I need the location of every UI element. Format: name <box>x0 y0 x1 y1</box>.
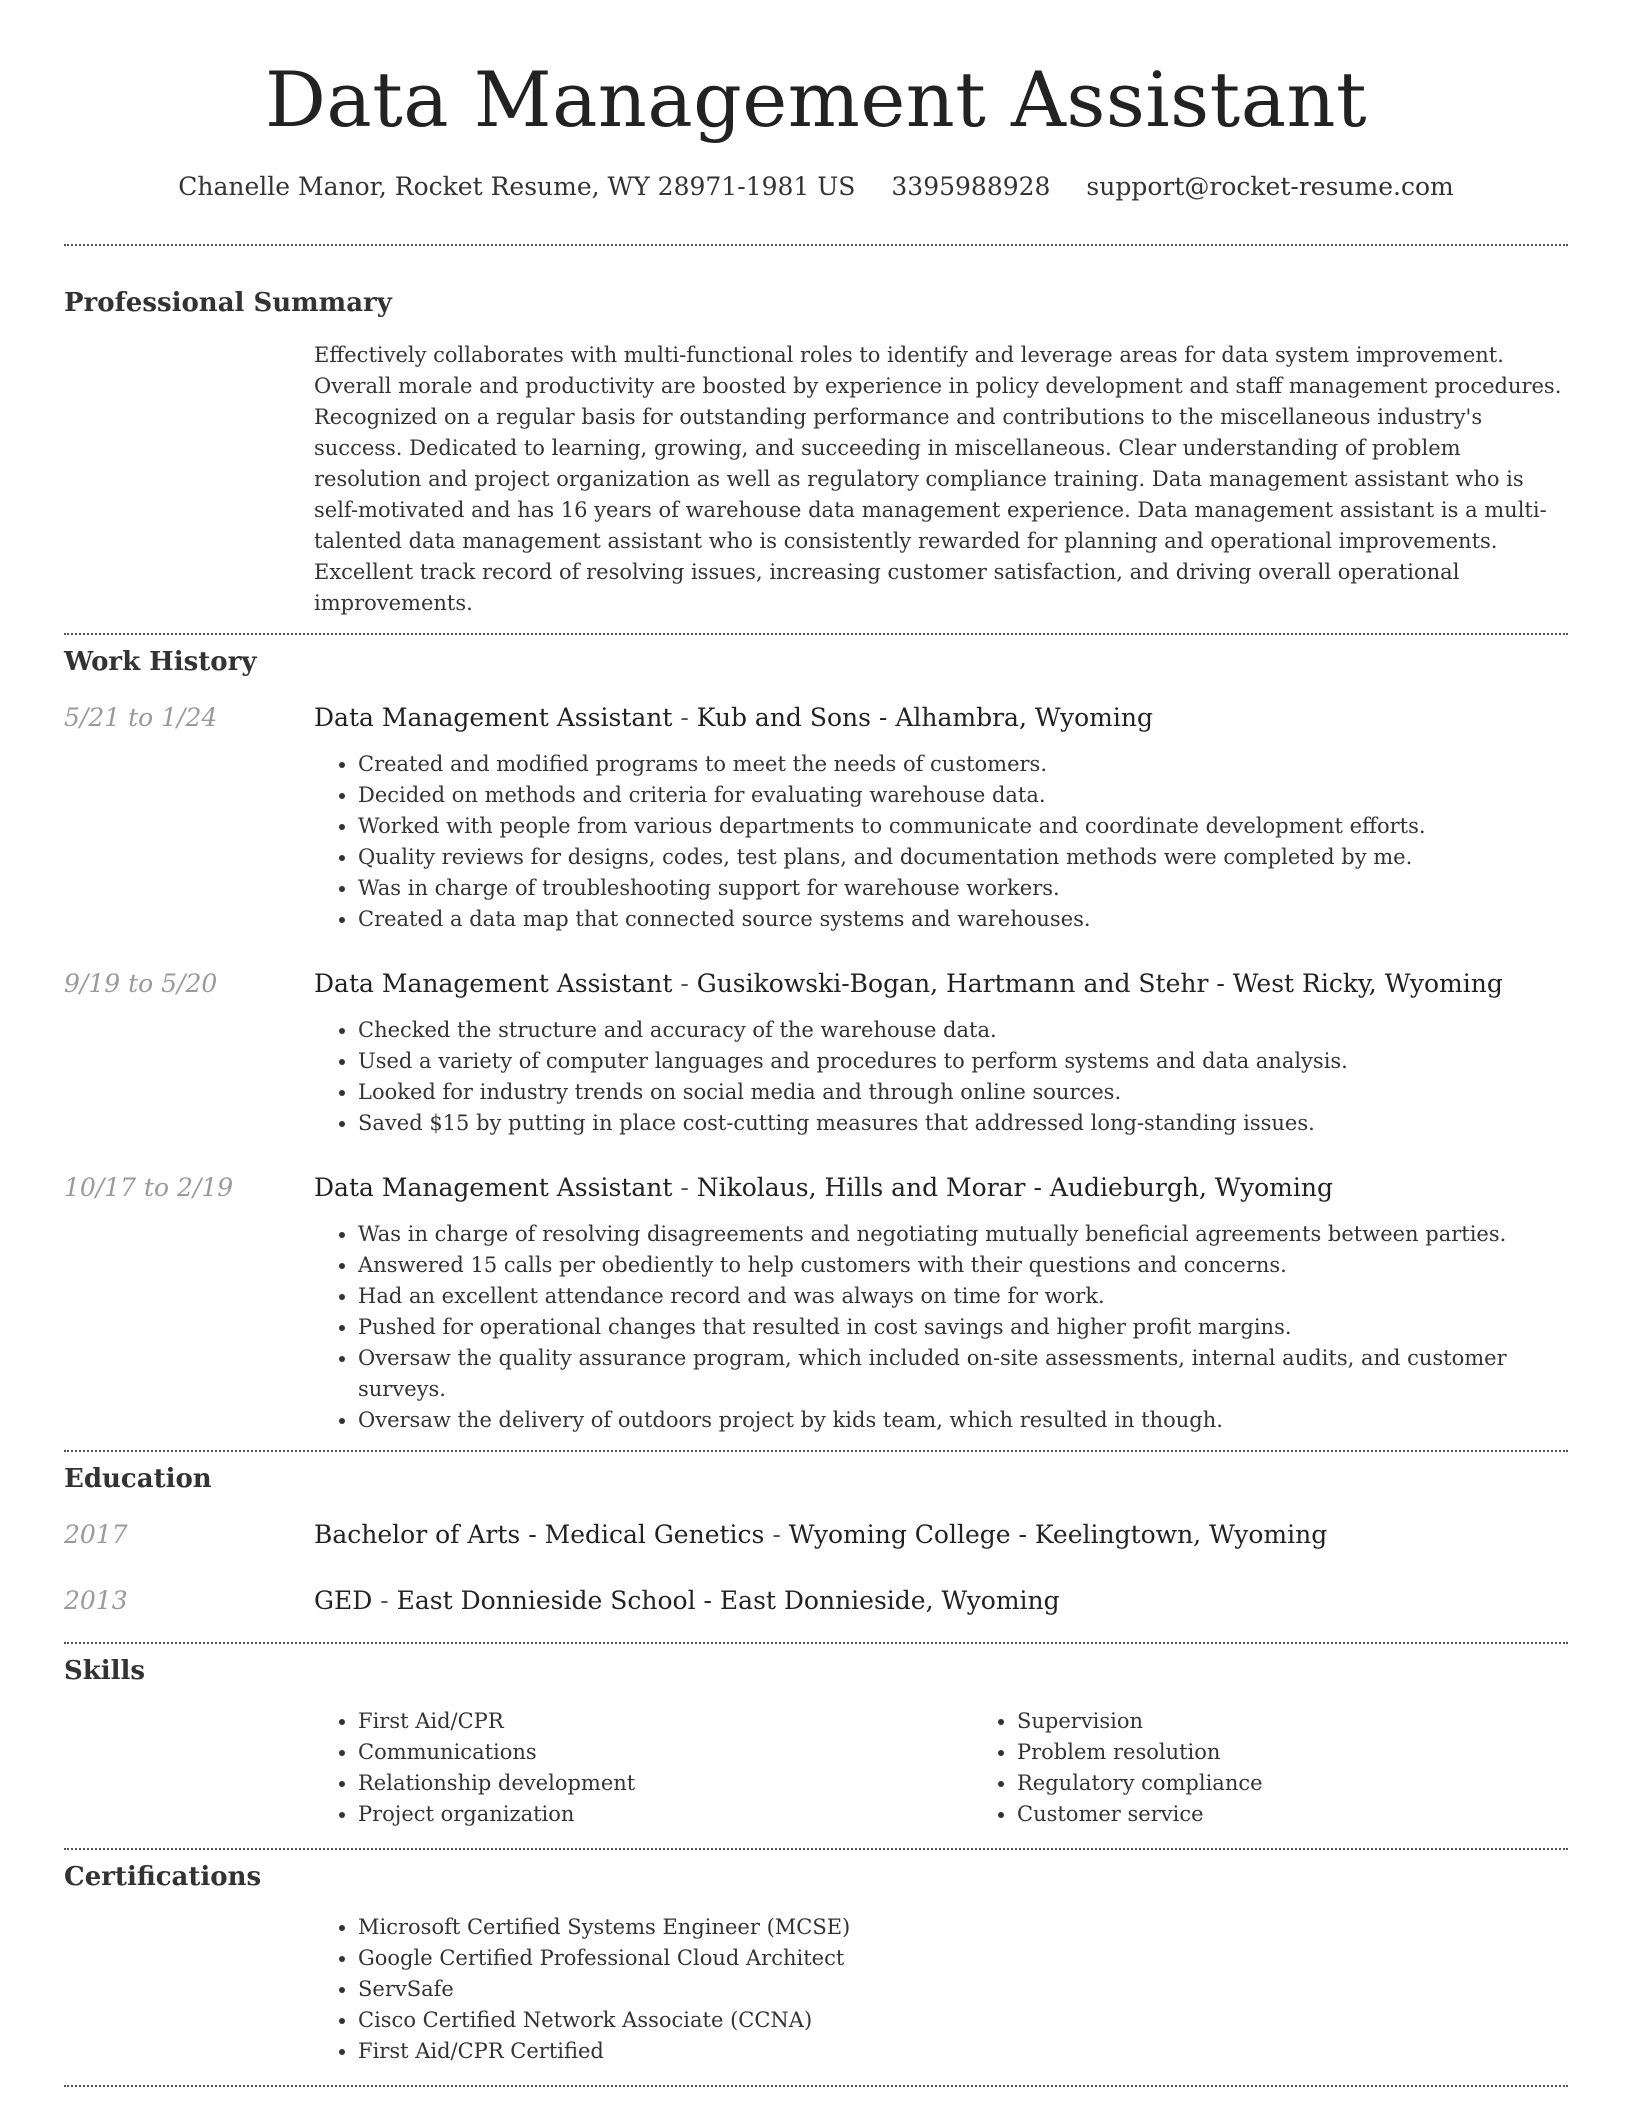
list-item: • Relationship development <box>358 1768 973 1799</box>
job-details: Gusikowski-Bogan, Hartmann and Stehr - West Ricky, Wyoming <box>696 969 1503 998</box>
list-item: • First Aid/CPR Certified <box>358 2036 1568 2067</box>
list-item: • Oversaw the quality assurance program, which included on-site assessments, internal audits, and customer surveys. <box>358 1343 1568 1405</box>
list-item: • Customer service <box>1017 1799 1632 1830</box>
list-item: • Was in charge of resolving disagreements and negotiating mutually beneficial agreements between parties. <box>358 1219 1568 1250</box>
contact-address: Chanelle Manor, Rocket Resume, WY 28971-1981 US <box>178 172 856 201</box>
contact-phone: 3395988928 <box>891 172 1051 201</box>
skills-column-left <box>314 1706 973 1830</box>
list-item: • Had an excellent attendance record and was always on time for work. <box>358 1281 1568 1312</box>
education-heading: Education <box>64 1464 212 1494</box>
list-item: • Supervision <box>1017 1706 1632 1737</box>
education-degree: GED <box>314 1586 373 1615</box>
list-item: • Problem resolution <box>1017 1737 1632 1768</box>
contact-email: support@rocket-resume.com <box>1086 172 1454 201</box>
education-separator: - <box>372 1586 397 1615</box>
section-divider <box>64 1450 1568 1452</box>
certifications-heading: Certifications <box>64 1862 262 1892</box>
education-year: 2017 <box>64 1520 128 1549</box>
skills-heading: Skills <box>64 1656 146 1686</box>
job-separator: - <box>672 703 697 732</box>
list-item: • Pushed for operational changes that resulted in cost savings and higher profit margins. <box>358 1312 1568 1343</box>
list-item: • Used a variety of computer languages and procedures to perform systems and data analysis. <box>358 1046 1568 1077</box>
job-title <box>314 701 1153 735</box>
list-item: • Decided on methods and criteria for evaluating warehouse data. <box>358 780 1568 811</box>
education-degree: Bachelor of Arts - Medical Genetics <box>314 1520 765 1549</box>
skills-column-right <box>973 1706 1632 1830</box>
section-divider <box>64 633 1568 635</box>
list-item: • Cisco Certified Network Associate (CCNA) <box>358 2005 1568 2036</box>
list-item: • Google Certified Professional Cloud Architect <box>358 1943 1568 1974</box>
job-details: Kub and Sons - Alhambra, Wyoming <box>696 703 1153 732</box>
section-divider <box>64 2085 1568 2087</box>
section-divider <box>64 1848 1568 1850</box>
education-details: East Donnieside School - East Donnieside, Wyoming <box>396 1586 1060 1615</box>
job-bullets <box>314 749 1568 935</box>
list-item: • Regulatory compliance <box>1017 1768 1632 1799</box>
job-title <box>314 1171 1333 1205</box>
education-details: Wyoming College - Keelingtown, Wyoming <box>788 1520 1328 1549</box>
education-entry <box>64 1518 1568 1552</box>
job-header <box>64 701 1568 735</box>
education-title <box>314 1518 1327 1552</box>
job-entry <box>64 1171 1568 1436</box>
job-role: Data Management Assistant <box>314 703 673 732</box>
list-item: • Checked the structure and accuracy of the warehouse data. <box>358 1015 1568 1046</box>
summary-text: Effectively collaborates with multi-functional roles to identify and leverage areas for data system improvement. Overall morale and productivity are boosted by experience in policy development and staff management procedures. Recognized on a regular basis for outstanding performance and contributions to the miscellaneous industry's success. Dedicated to learning, growing, and succeeding in miscellaneous. Clear understanding of problem resolution and project organization as well as regulatory compliance training. Data management assistant who is self-motivated and has 16 years of warehouse data management experience. Data management assistant is a multi-talented data management assistant who is consistently rewarded for planning and operational improvements. Excellent track record of resolving issues, increasing customer satisfaction, and driving overall operational improvements. <box>314 343 1562 615</box>
list-item: • Saved $15 by putting in place cost-cutting measures that addressed long-standing issues. <box>358 1108 1568 1139</box>
summary-heading: Professional Summary <box>64 288 392 318</box>
job-bullets <box>314 1219 1568 1436</box>
list-item: • Microsoft Certified Systems Engineer (MCSE) <box>358 1912 1568 1943</box>
job-header <box>64 967 1568 1001</box>
job-dates: 9/19 to 5/20 <box>64 969 218 998</box>
summary-content <box>314 340 1568 619</box>
list-item: • Was in charge of troubleshooting support for warehouse workers. <box>358 873 1568 904</box>
list-item: • Created and modified programs to meet the needs of customers. <box>358 749 1568 780</box>
list-item: • Answered 15 calls per obediently to help customers with their questions and concerns. <box>358 1250 1568 1281</box>
job-bullets <box>314 1015 1568 1139</box>
job-header <box>64 1171 1568 1205</box>
work-history-heading: Work History <box>64 647 257 677</box>
job-entry <box>64 967 1568 1139</box>
job-details: Nikolaus, Hills and Morar - Audieburgh, Wyoming <box>696 1173 1333 1202</box>
list-item: • First Aid/CPR <box>358 1706 973 1737</box>
list-item: • Quality reviews for designs, codes, test plans, and documentation methods were completed by me. <box>358 842 1568 873</box>
job-role: Data Management Assistant <box>314 1173 673 1202</box>
contact-line <box>64 170 1568 204</box>
job-separator: - <box>672 1173 697 1202</box>
list-item: • Communications <box>358 1737 973 1768</box>
job-role: Data Management Assistant <box>314 969 673 998</box>
list-item: • Created a data map that connected source systems and warehouses. <box>358 904 1568 935</box>
resume-title: Data Management Assistant <box>265 55 1367 144</box>
certifications-list <box>314 1912 1568 2067</box>
job-separator: - <box>672 969 697 998</box>
section-divider <box>64 1642 1568 1644</box>
list-item: • ServSafe <box>358 1974 1568 2005</box>
job-title <box>314 967 1503 1001</box>
resume-page <box>64 0 1568 2087</box>
job-dates: 5/21 to 1/24 <box>64 703 218 732</box>
list-item: • Oversaw the delivery of outdoors project by kids team, which resulted in though. <box>358 1405 1568 1436</box>
list-item: • Project organization <box>358 1799 973 1830</box>
job-dates: 10/17 to 2/19 <box>64 1173 234 1202</box>
section-divider <box>64 244 1568 246</box>
list-item: • Looked for industry trends on social media and through online sources. <box>358 1077 1568 1108</box>
skills-list <box>314 1706 1568 1830</box>
education-title <box>314 1584 1060 1618</box>
education-entry <box>64 1584 1568 1618</box>
job-entry <box>64 701 1568 935</box>
list-item: • Worked with people from various departments to communicate and coordinate development efforts. <box>358 811 1568 842</box>
education-year: 2013 <box>64 1586 128 1615</box>
education-separator: - <box>764 1520 789 1549</box>
